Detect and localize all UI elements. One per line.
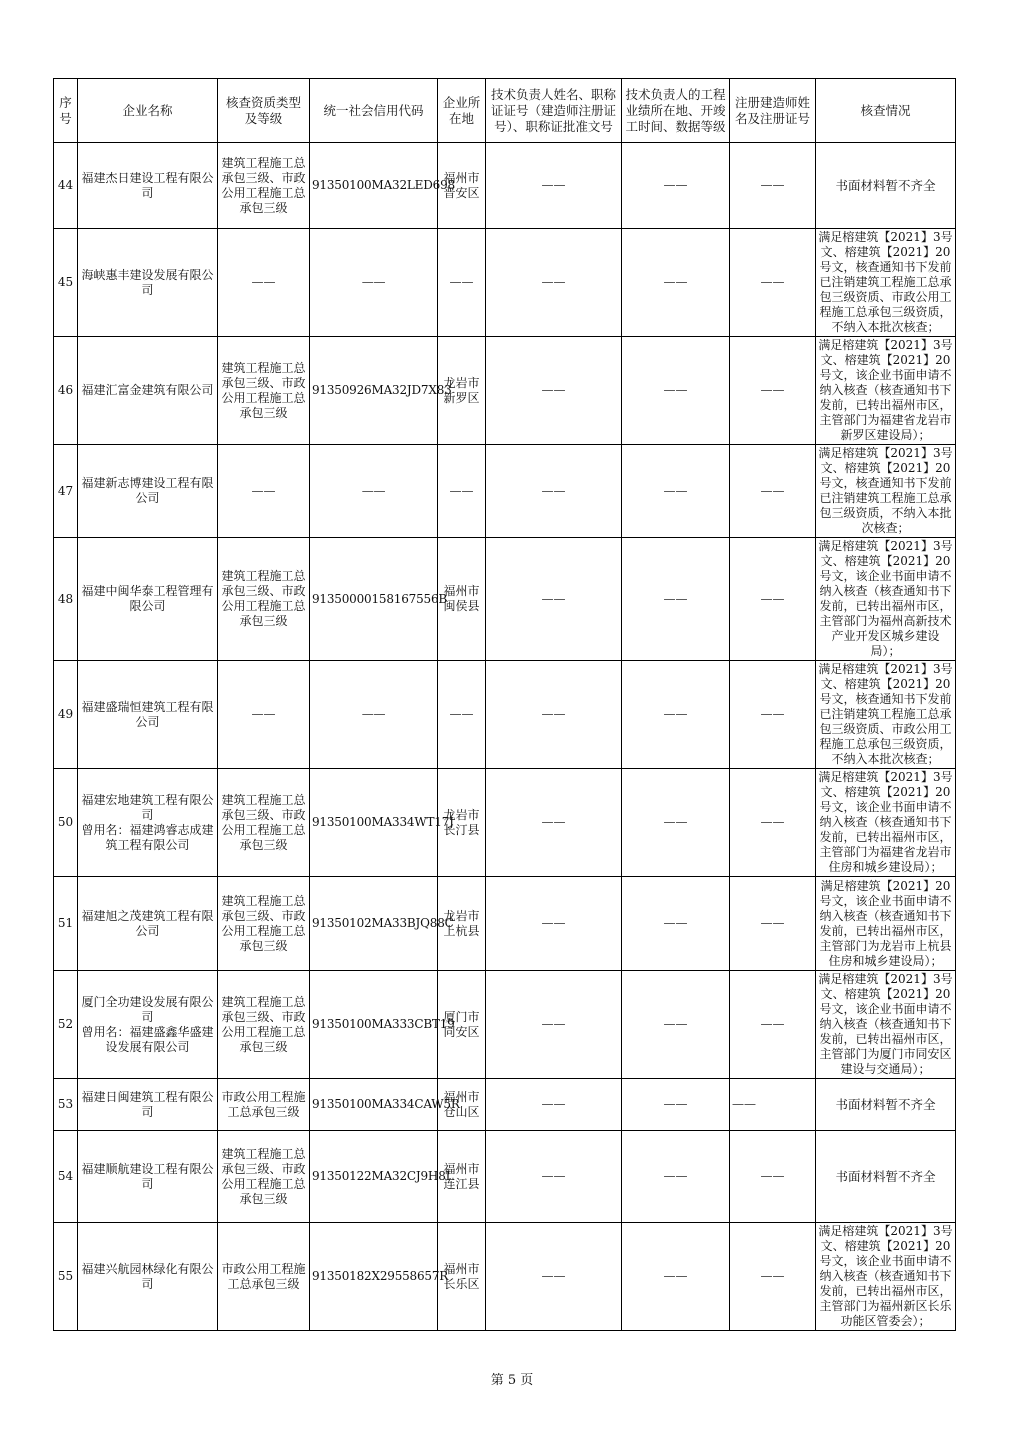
qualification-cell: —— xyxy=(218,229,310,337)
company-name-cell xyxy=(78,143,218,229)
qualification-cell: 建筑工程施工总承包三级、市政公用工程施工总承包三级 xyxy=(218,538,310,661)
company-name-cell xyxy=(78,538,218,661)
result-cell: 满足榕建筑【2021】3号文、榕建筑【2021】20号文，该企业书面申请不纳入核查（核查通知书下发前，已转出福州市区，主管部门为福州高新技术产业开发区城乡建设局）； xyxy=(816,538,956,661)
header-qualification: 核查资质类型及等级 xyxy=(218,79,310,143)
seq-cell: 52 xyxy=(54,971,78,1079)
tech-lead-cell: —— xyxy=(486,1223,622,1331)
result-cell: 满足榕建筑【2021】3号文、榕建筑【2021】20号文，核查通知书下发前已注销建筑工程施工总承包三级资质，不纳入本批次核查； xyxy=(816,445,956,538)
company-name: 福建汇富金建筑有限公司 xyxy=(81,383,214,397)
qualification-cell: —— xyxy=(218,661,310,769)
company-name: 福建中闽华泰工程管理有限公司 xyxy=(81,584,214,613)
credit-code-cell: 91350100MA333CBT19 xyxy=(310,971,438,1079)
company-name-cell xyxy=(78,1079,218,1131)
company-name-cell xyxy=(78,337,218,445)
location-cell: 龙岩市新罗区 xyxy=(438,337,486,445)
credit-code-cell: 91350122MA32CJ9H8L xyxy=(310,1131,438,1223)
tech-projects-cell: —— xyxy=(622,143,730,229)
result-cell: 书面材料暂不齐全 xyxy=(816,143,956,229)
tech-projects-cell: —— xyxy=(622,877,730,971)
header-row xyxy=(54,79,956,143)
tech-projects-cell: —— xyxy=(622,661,730,769)
qualification-cell: 建筑工程施工总承包三级、市政公用工程施工总承包三级 xyxy=(218,337,310,445)
company-name-cell xyxy=(78,1131,218,1223)
tech-lead-cell: —— xyxy=(486,1079,622,1131)
seq-cell: 46 xyxy=(54,337,78,445)
tech-lead-cell: —— xyxy=(486,1131,622,1223)
architect-cell: —— xyxy=(730,769,816,877)
location-cell: —— xyxy=(438,229,486,337)
company-name-cell xyxy=(78,1223,218,1331)
tech-lead-cell: —— xyxy=(486,538,622,661)
company-name-cell xyxy=(78,229,218,337)
table-row xyxy=(54,877,956,971)
tech-projects-cell: —— xyxy=(622,971,730,1079)
company-name: 厦门全功建设发展有限公司 xyxy=(81,994,214,1024)
location-cell: 龙岩市上杭县 xyxy=(438,877,486,971)
seq-cell: 51 xyxy=(54,877,78,971)
header-architect: 注册建造师姓名及注册证号 xyxy=(730,79,816,143)
architect-cell: —— xyxy=(730,337,816,445)
header-result: 核查情况 xyxy=(816,79,956,143)
seq-cell: 55 xyxy=(54,1223,78,1331)
credit-code-cell: —— xyxy=(310,445,438,538)
credit-code-cell: 91350000158167556B xyxy=(310,538,438,661)
location-cell: 厦门市同安区 xyxy=(438,971,486,1079)
architect-cell: —— xyxy=(730,143,816,229)
qualification-cell: 建筑工程施工总承包三级、市政公用工程施工总承包三级 xyxy=(218,877,310,971)
table-row xyxy=(54,971,956,1079)
header-tech-lead: 技术负责人姓名、职称证证号（建造师注册证号）、职称证批准文号 xyxy=(486,79,622,143)
company-name-cell xyxy=(78,661,218,769)
company-name: 福建宏地建筑工程有限公司 xyxy=(81,792,214,822)
tech-lead-cell: —— xyxy=(486,143,622,229)
company-name: 福建旭之茂建筑工程有限公司 xyxy=(81,908,214,938)
seq-cell: 48 xyxy=(54,538,78,661)
header-location: 企业所在地 xyxy=(438,79,486,143)
result-cell: 书面材料暂不齐全 xyxy=(816,1131,956,1223)
former-name: 曾用名：福建盛鑫华盛建设发展有限公司 xyxy=(81,1024,214,1054)
qualification-cell: 建筑工程施工总承包三级、市政公用工程施工总承包三级 xyxy=(218,143,310,229)
qualification-cell: 建筑工程施工总承包三级、市政公用工程施工总承包三级 xyxy=(218,1131,310,1223)
credit-code-cell: 91350100MA334WT17J xyxy=(310,769,438,877)
location-cell: 福州市闽侯县 xyxy=(438,538,486,661)
location-cell: 福州市仓山区 xyxy=(438,1079,486,1131)
seq-cell: 53 xyxy=(54,1079,78,1131)
architect-cell: —— xyxy=(730,1079,816,1131)
location-cell: 福州市晋安区 xyxy=(438,143,486,229)
result-cell: 书面材料暂不齐全 xyxy=(816,1079,956,1131)
company-name-cell xyxy=(78,877,218,971)
qualification-cell: 市政公用工程施工总承包三级 xyxy=(218,1223,310,1331)
tech-lead-cell: —— xyxy=(486,337,622,445)
result-cell: 满足榕建筑【2021】3号文、榕建筑【2021】20号文，核查通知书下发前已注销建筑工程施工总承包三级资质、市政公用工程施工总承包三级资质，不纳入本批次核查； xyxy=(816,661,956,769)
table-row xyxy=(54,1079,956,1131)
result-cell: 满足榕建筑【2021】3号文、榕建筑【2021】20号文，该企业书面申请不纳入核查（核查通知书下发前，已转出福州市区，主管部门为福州新区长乐功能区管委会）； xyxy=(816,1223,956,1331)
tech-lead-cell: —— xyxy=(486,229,622,337)
credit-code-cell: 91350926MA32JD7X83 xyxy=(310,337,438,445)
qualification-cell: —— xyxy=(218,445,310,538)
credit-code-cell: —— xyxy=(310,229,438,337)
company-name: 福建盛瑞恒建筑工程有限公司 xyxy=(81,699,214,729)
header-company: 企业名称 xyxy=(78,79,218,143)
inspection-table xyxy=(53,78,956,1331)
qualification-cell: 建筑工程施工总承包三级、市政公用工程施工总承包三级 xyxy=(218,971,310,1079)
page-number: 第 5 页 xyxy=(490,1373,534,1388)
credit-code-cell: 91350100MA32LED698 xyxy=(310,143,438,229)
table-row xyxy=(54,538,956,661)
company-name-cell xyxy=(78,971,218,1079)
tech-projects-cell: —— xyxy=(622,1079,730,1131)
tech-lead-cell: —— xyxy=(486,877,622,971)
location-cell: —— xyxy=(438,445,486,538)
architect-cell: —— xyxy=(730,229,816,337)
company-name: 福建新志博建设工程有限公司 xyxy=(81,476,214,505)
company-name: 福建日闽建筑工程有限公司 xyxy=(81,1089,214,1119)
former-name: 曾用名：福建鸿睿志成建筑工程有限公司 xyxy=(81,822,214,852)
architect-cell: —— xyxy=(730,1223,816,1331)
seq-cell: 49 xyxy=(54,661,78,769)
seq-cell: 47 xyxy=(54,445,78,538)
table-row xyxy=(54,661,956,769)
result-cell: 满足榕建筑【2021】3号文、榕建筑【2021】20号文，该企业书面申请不纳入核查（核查通知书下发前，已转出福州市区，主管部门为厦门市同安区建设与交通局）； xyxy=(816,971,956,1079)
tech-projects-cell: —— xyxy=(622,769,730,877)
architect-cell: —— xyxy=(730,877,816,971)
location-cell: 福州市长乐区 xyxy=(438,1223,486,1331)
qualification-cell: 市政公用工程施工总承包三级 xyxy=(218,1079,310,1131)
company-name-cell xyxy=(78,769,218,877)
credit-code-cell: —— xyxy=(310,661,438,769)
result-cell: 满足榕建筑【2021】3号文、榕建筑【2021】20号文，核查通知书下发前已注销建筑工程施工总承包三级资质、市政公用工程施工总承包三级资质，不纳入本批次核查； xyxy=(816,229,956,337)
architect-cell: —— xyxy=(730,971,816,1079)
tech-projects-cell: —— xyxy=(622,229,730,337)
credit-code-cell: 91350182X29558657R xyxy=(310,1223,438,1331)
header-credit-code: 统一社会信用代码 xyxy=(310,79,438,143)
header-seq: 序号 xyxy=(54,79,78,143)
seq-cell: 44 xyxy=(54,143,78,229)
architect-cell: —— xyxy=(730,661,816,769)
table-row xyxy=(54,1131,956,1223)
tech-projects-cell: —— xyxy=(622,1131,730,1223)
company-name: 福建顺航建设工程有限公司 xyxy=(81,1161,214,1191)
tech-projects-cell: —— xyxy=(622,337,730,445)
credit-code-cell: 91350102MA33BJQ88C xyxy=(310,877,438,971)
credit-code-cell: 91350100MA334CAW5R xyxy=(310,1079,438,1131)
location-cell: 福州市连江县 xyxy=(438,1131,486,1223)
architect-cell: —— xyxy=(730,1131,816,1223)
company-name-cell xyxy=(78,445,218,538)
seq-cell: 50 xyxy=(54,769,78,877)
company-name: 福建兴航园林绿化有限公司 xyxy=(81,1261,214,1291)
table-row xyxy=(54,1223,956,1331)
header-tech-projects: 技术负责人的工程业绩所在地、开竣工时间、数据等级 xyxy=(622,79,730,143)
result-cell: 满足榕建筑【2021】3号文、榕建筑【2021】20号文，该企业书面申请不纳入核查（核查通知书下发前，已转出福州市区，主管部门为福建省龙岩市住房和城乡建设局）； xyxy=(816,769,956,877)
table-row xyxy=(54,445,956,538)
tech-projects-cell: —— xyxy=(622,445,730,538)
location-cell: 龙岩市长汀县 xyxy=(438,769,486,877)
architect-cell: —— xyxy=(730,538,816,661)
qualification-cell: 建筑工程施工总承包三级、市政公用工程施工总承包三级 xyxy=(218,769,310,877)
company-name: 海峡惠丰建设发展有限公司 xyxy=(81,267,214,297)
tech-projects-cell: —— xyxy=(622,538,730,661)
tech-projects-cell: —— xyxy=(622,1223,730,1331)
seq-cell: 54 xyxy=(54,1131,78,1223)
location-cell: —— xyxy=(438,661,486,769)
table-row xyxy=(54,143,956,229)
company-name: 福建杰日建设工程有限公司 xyxy=(81,170,214,200)
architect-cell: —— xyxy=(730,445,816,538)
result-cell: 满足榕建筑【2021】20号文，该企业书面申请不纳入核查（核查通知书下发前，已转出福州市区，主管部门为龙岩市上杭县住房和城乡建设局）； xyxy=(816,877,956,971)
result-cell: 满足榕建筑【2021】3号文、榕建筑【2021】20号文，该企业书面申请不纳入核查（核查通知书下发前，已转出福州市区，主管部门为福建省龙岩市新罗区建设局）； xyxy=(816,337,956,445)
tech-lead-cell: —— xyxy=(486,971,622,1079)
tech-lead-cell: —— xyxy=(486,769,622,877)
table-row xyxy=(54,337,956,445)
table-row xyxy=(54,769,956,877)
seq-cell: 45 xyxy=(54,229,78,337)
tech-lead-cell: —— xyxy=(486,661,622,769)
table-row xyxy=(54,229,956,337)
tech-lead-cell: —— xyxy=(486,445,622,538)
